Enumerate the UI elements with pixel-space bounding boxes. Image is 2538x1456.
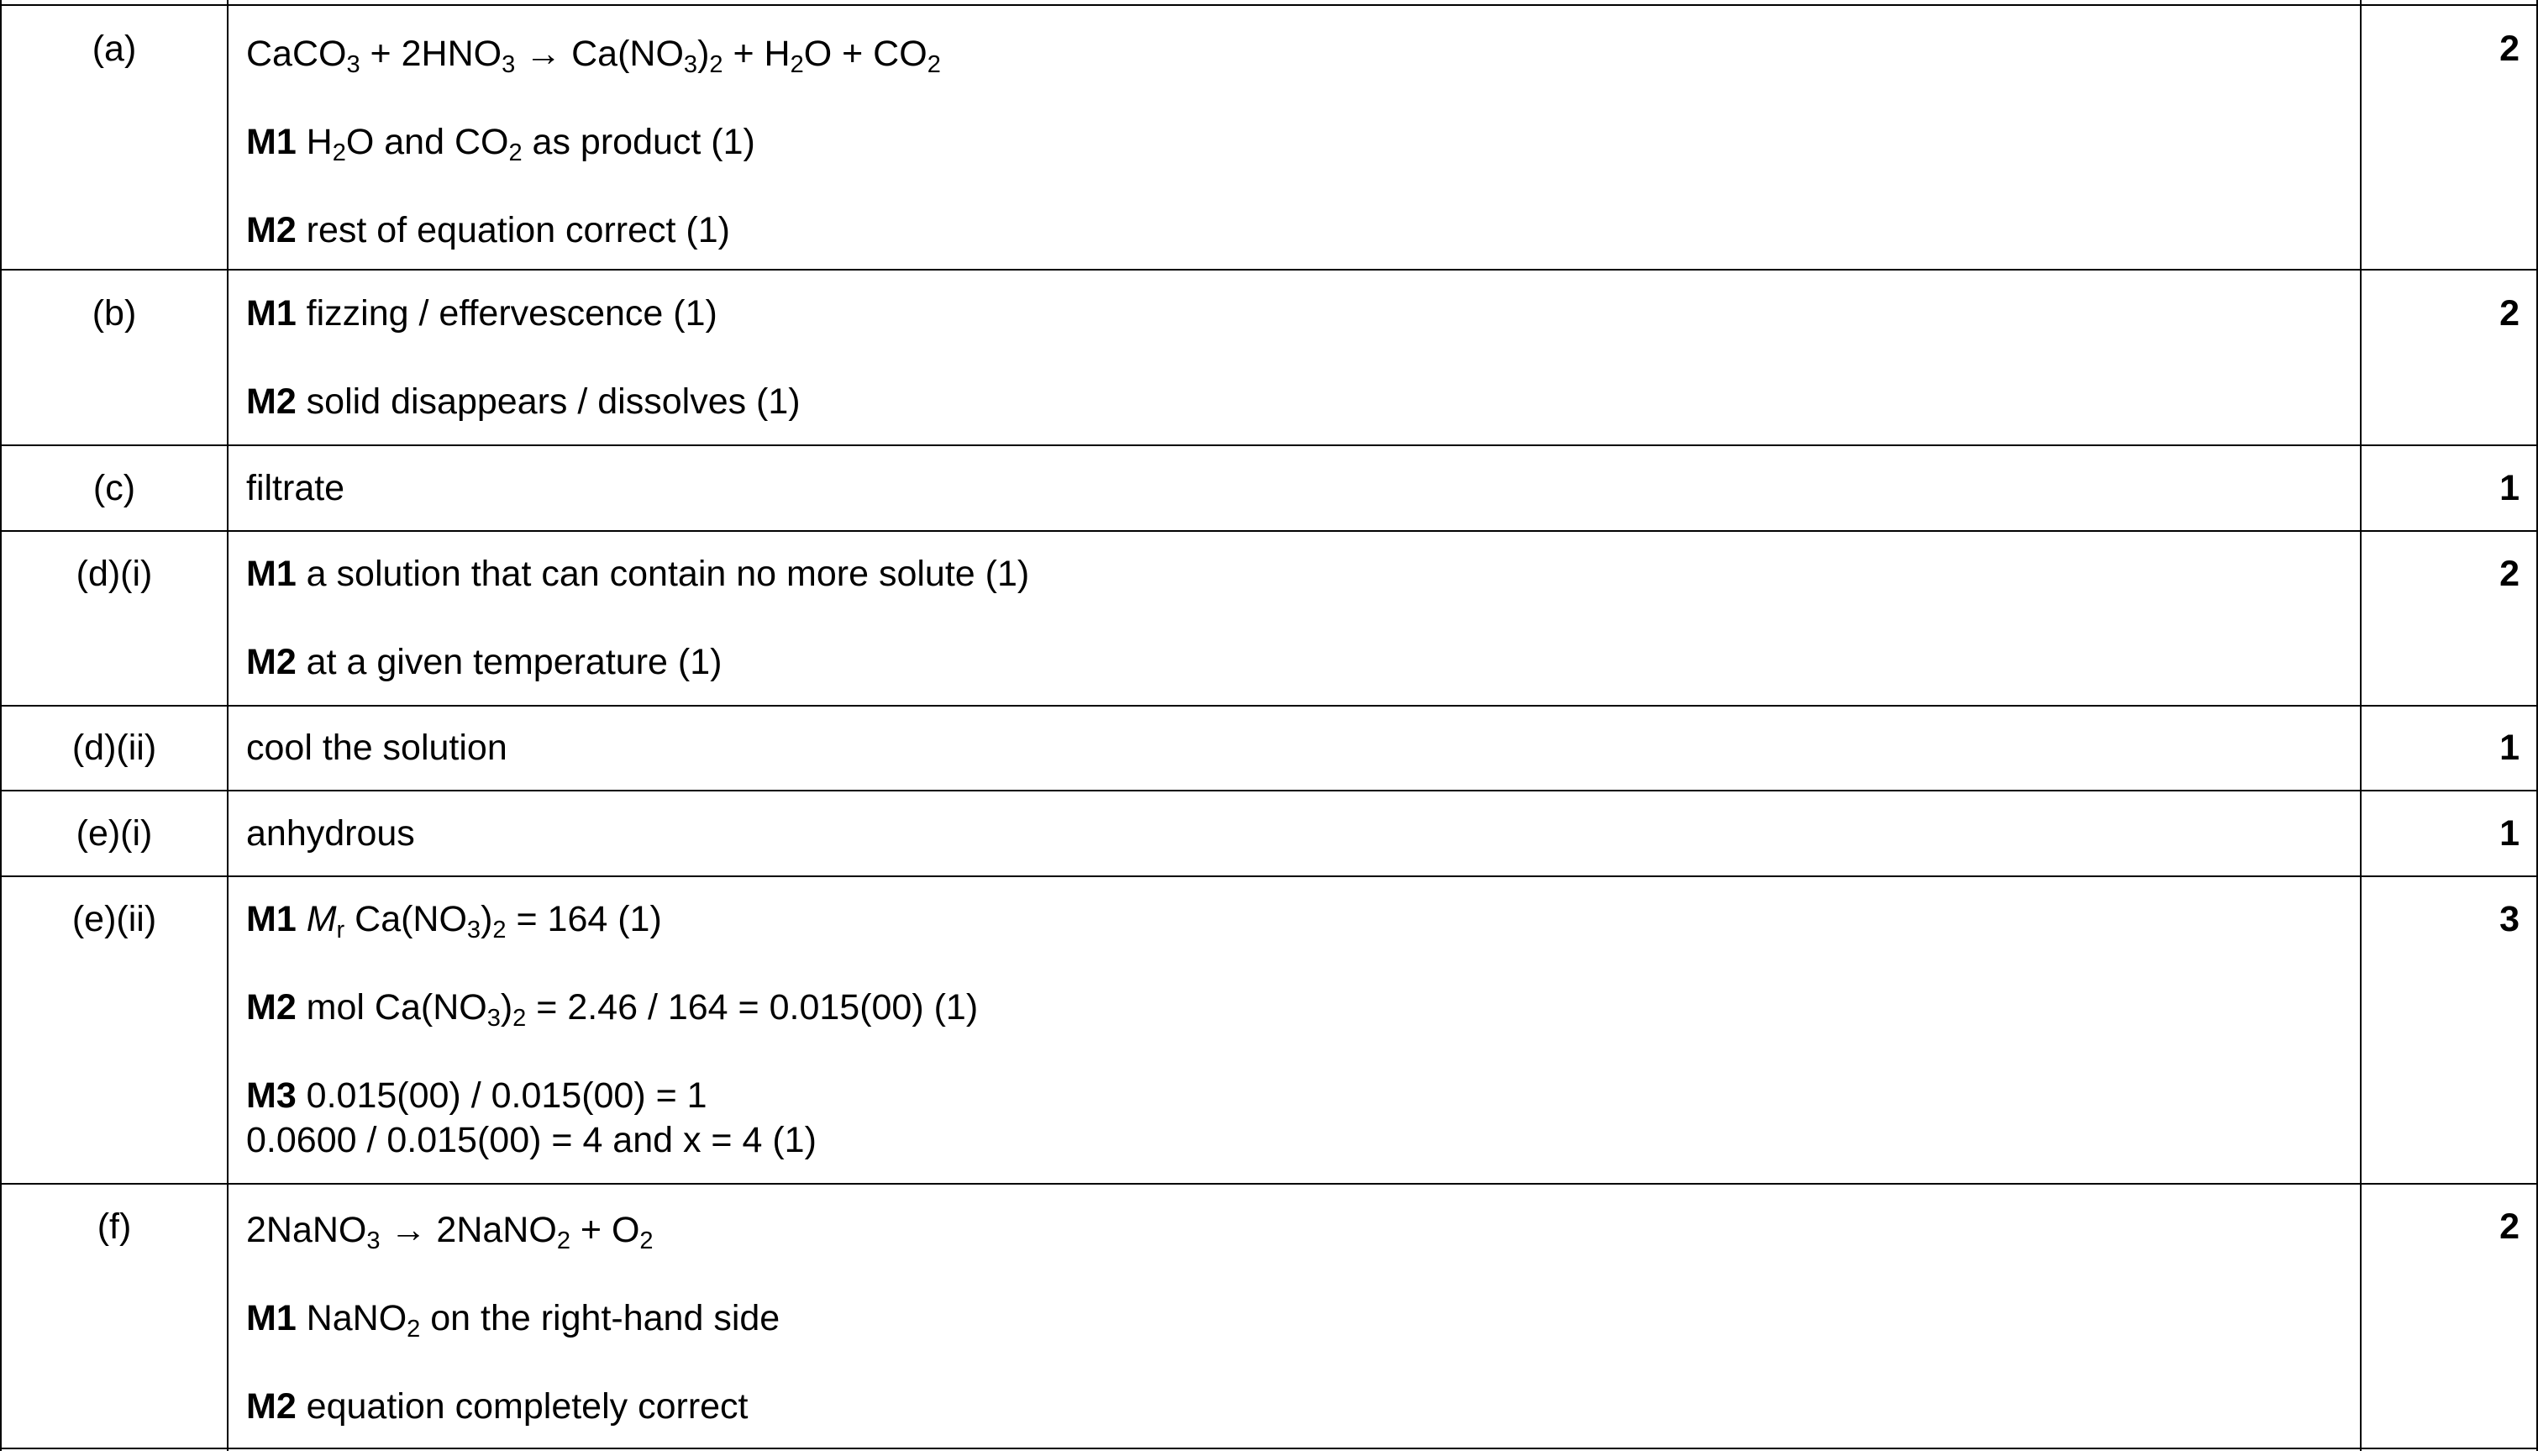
mark-point-line: M3 0.015(00) / 0.015(00) = 1 xyxy=(246,1075,707,1116)
marks-value: 1 xyxy=(2499,813,2520,854)
mark-point-line: M1 a solution that can contain no more solute (1) xyxy=(246,554,1030,594)
mark-point-line: M1 $H_2O$ and $CO_2$ as product (1) xyxy=(246,122,755,166)
mark-point-line: M2 at a given temperature (1) xyxy=(246,642,723,682)
row-divider xyxy=(0,1183,2538,1185)
marks-value: 1 xyxy=(2499,468,2520,508)
question-label: (d)(i) xyxy=(76,554,153,594)
equation-line: 2NaNO$_3$ → 2NaNO$_2$ + $O_2$ xyxy=(246,1210,654,1254)
mark-point-line: M1 NaNO$_2$ on the right-hand side xyxy=(246,1298,780,1343)
marks-value: 2 xyxy=(2499,293,2520,334)
question-label: (d)(ii) xyxy=(71,728,157,768)
mark-point-line: M1 fizzing / effervescence (1) xyxy=(246,293,717,334)
row-divider xyxy=(0,530,2538,532)
mark-point-line: M2 equation completely correct xyxy=(246,1386,749,1427)
marks-value: 2 xyxy=(2499,29,2520,69)
row-divider xyxy=(0,875,2538,877)
mark-point-line: M2 solid disappears / dissolves (1) xyxy=(246,381,801,422)
answer-line: cool the solution xyxy=(246,728,507,768)
marks-value: 2 xyxy=(2499,1206,2520,1247)
question-label: (e)(ii) xyxy=(71,899,157,939)
equation-line: CaCO$_3$ + $2HNO_3 \to Ca(NO_3)_2 + H_2O + CO_2$ xyxy=(246,34,941,78)
mark-point-line: 0.0600 / 0.015(00) = 4 and x = 4 (1) xyxy=(246,1120,817,1160)
table-border-bottom xyxy=(0,1448,2538,1449)
row-divider xyxy=(0,790,2538,791)
question-label: (f) xyxy=(97,1206,132,1247)
mark-point-line: M2 rest of equation correct (1) xyxy=(246,210,730,250)
question-label: (b) xyxy=(92,293,137,334)
question-label: (c) xyxy=(92,468,136,508)
row-divider xyxy=(0,444,2538,446)
row-divider xyxy=(0,705,2538,707)
answer-line: filtrate xyxy=(246,468,345,508)
question-label: (a) xyxy=(92,29,137,69)
marks-value: 1 xyxy=(2499,728,2520,768)
row-divider xyxy=(0,269,2538,271)
marks-value: 2 xyxy=(2499,554,2520,594)
mark-point-line: M2 mol $Ca(NO_3)_2 = 2.46 / 164 = 0.015(00)$ (1) xyxy=(246,987,979,1032)
answer-line: anhydrous xyxy=(246,813,415,854)
table-border-top xyxy=(0,4,2538,6)
marks-value: 3 xyxy=(2499,899,2520,939)
mark-point-line: M1 $M_r$ $Ca(NO_3)_2 = 164$ (1) xyxy=(246,899,662,944)
question-label: (e)(i) xyxy=(76,813,153,854)
